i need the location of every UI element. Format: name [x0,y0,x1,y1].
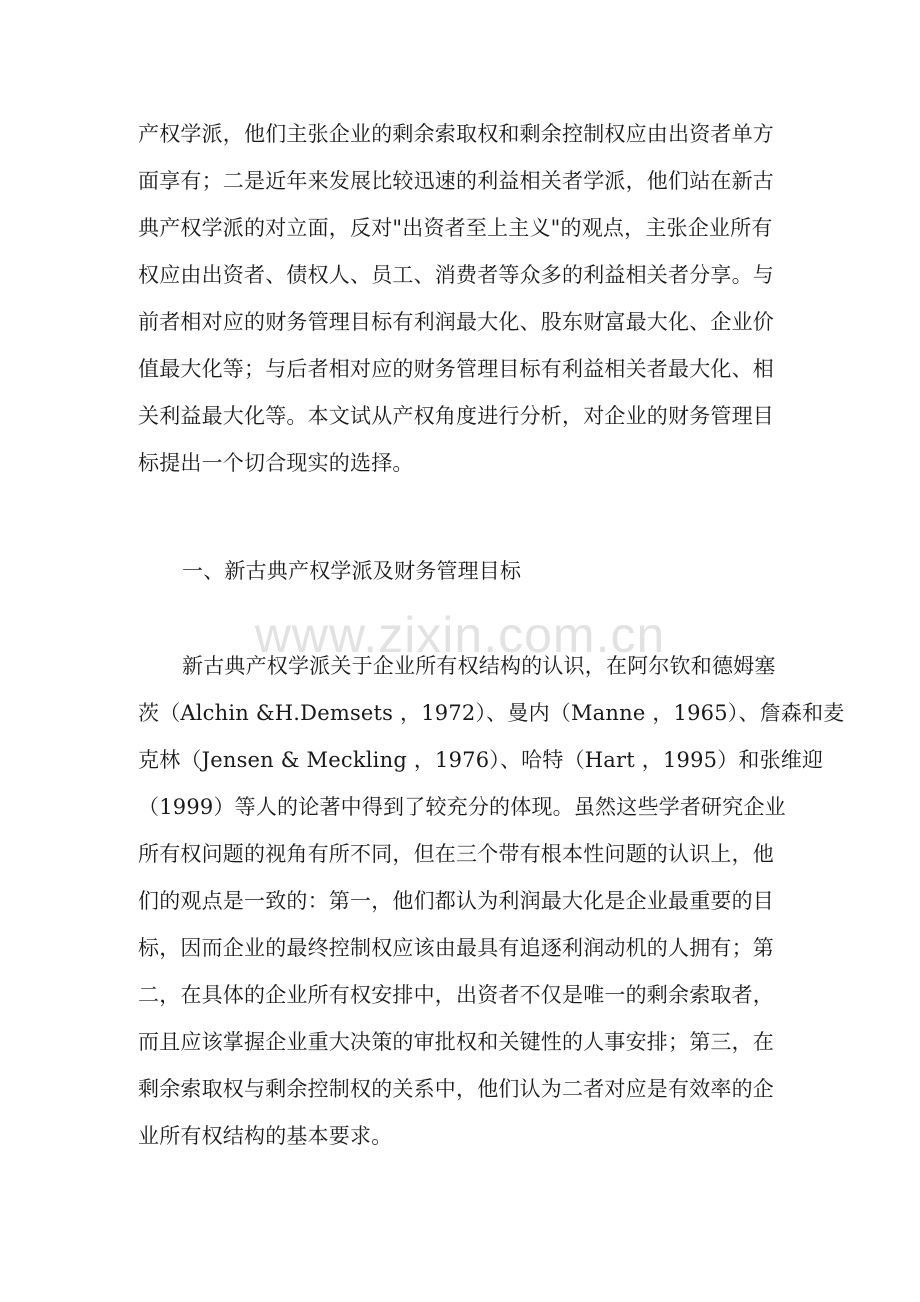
paragraph-1-line-2: 面享有；二是近年来发展比较迅速的利益相关者学派，他们站在新古 [138,169,774,193]
paragraph-2-line-11: 业所有权结构的基本要求。 [138,1124,393,1148]
paragraph-1-line-8: 标提出一个切合现实的选择。 [138,451,414,475]
paragraph-2-line-6: 们的观点是一致的：第一，他们都认为利润最大化是企业最重要的目 [138,889,774,913]
paragraph-2-line-3: 克林（Jensen & Meckling ，1976）、哈特（Hart ，1995）和张维迎 [138,748,824,772]
paragraph-1-line-6: 值最大化等；与后者相对应的财务管理目标有利益相关者最大化、相 [138,357,774,381]
paragraph-2-line-7: 标，因而企业的最终控制权应该由最具有追逐利润动机的人拥有；第 [138,936,774,960]
paragraph-1-line-5: 前者相对应的财务管理目标有利润最大化、股东财富最大化、企业价 [138,310,774,334]
section-heading: 一、新古典产权学派及财务管理目标 [182,559,522,583]
paragraph-2-line-4: （1999）等人的论著中得到了较充分的体现。虽然这些学者研究企业 [138,795,786,819]
paragraph-2-line-1: 新古典产权学派关于企业所有权结构的认识，在阿尔钦和德姆塞 [182,654,776,678]
paragraph-2-line-8: 二，在具体的企业所有权安排中，出资者不仅是唯一的剩余索取者， [138,983,774,1007]
watermark: www.zixin.com.cn [254,607,666,663]
paragraph-2-line-9: 而且应该掌握企业重大决策的审批权和关键性的人事安排；第三，在 [138,1030,774,1054]
paragraph-1-line-7: 关利益最大化等。本文试从产权角度进行分析，对企业的财务管理目 [138,404,774,428]
paragraph-1-line-3: 典产权学派的对立面，反对"出资者至上主义"的观点，主张企业所有 [138,216,773,240]
paragraph-1-line-1: 产权学派，他们主张企业的剩余索取权和剩余控制权应由出资者单方 [138,122,774,146]
paragraph-2-line-5: 所有权问题的视角有所不同，但在三个带有根本性问题的认识上，他 [138,842,774,866]
paragraph-1-line-4: 权应由出资者、债权人、员工、消费者等众多的利益相关者分享。与 [138,263,774,287]
paragraph-2-line-10: 剩余索取权与剩余控制权的关系中，他们认为二者对应是有效率的企 [138,1077,774,1101]
paragraph-2-line-2: 茨（Alchin &H.Demsets ，1972）、曼内（Manne ，1965）、詹森和麦 [138,701,845,725]
